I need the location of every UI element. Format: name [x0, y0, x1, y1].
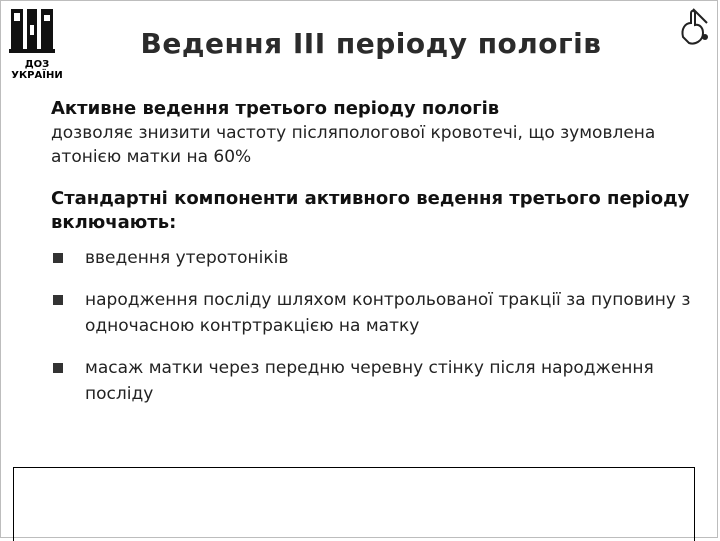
bullet-square-icon: [53, 253, 63, 263]
list-item: [51, 245, 691, 271]
section-standard-components: [51, 187, 691, 407]
hand-pen-icon: [677, 7, 711, 47]
bullet-square-icon: [53, 295, 63, 305]
footer-box: [13, 467, 695, 541]
list-item-text: введення утеротоніків: [85, 248, 289, 268]
section2-heading: Стандартні компоненти активного ведення третього періоду включають:: [51, 188, 690, 233]
section1-text: дозволяє знизити частоту післяпологової кровотечі, що зумовлена атонією матки на 60%: [51, 123, 656, 167]
section1-heading: Активне ведення третього періоду пологів: [51, 98, 500, 119]
components-list: [51, 245, 691, 407]
bullet-square-icon: [53, 363, 63, 373]
list-item-text: народження посліду шляхом контрольованої тракції за пуповину з одночасною контртракцією на матку: [85, 290, 691, 336]
organization-logo: [5, 7, 69, 83]
slide-content: [51, 97, 691, 425]
ngo-logo-icon: [5, 7, 69, 57]
list-item: [51, 287, 691, 339]
slide-title: Ведення ІІІ періоду пологів: [140, 27, 602, 60]
logo-caption: ДОЗ УКРАЇНИ: [11, 59, 63, 81]
list-item: [51, 355, 691, 407]
section-active-management: [51, 97, 691, 169]
list-item-text: масаж матки через передню черевну стінку після народження посліду: [85, 358, 654, 404]
